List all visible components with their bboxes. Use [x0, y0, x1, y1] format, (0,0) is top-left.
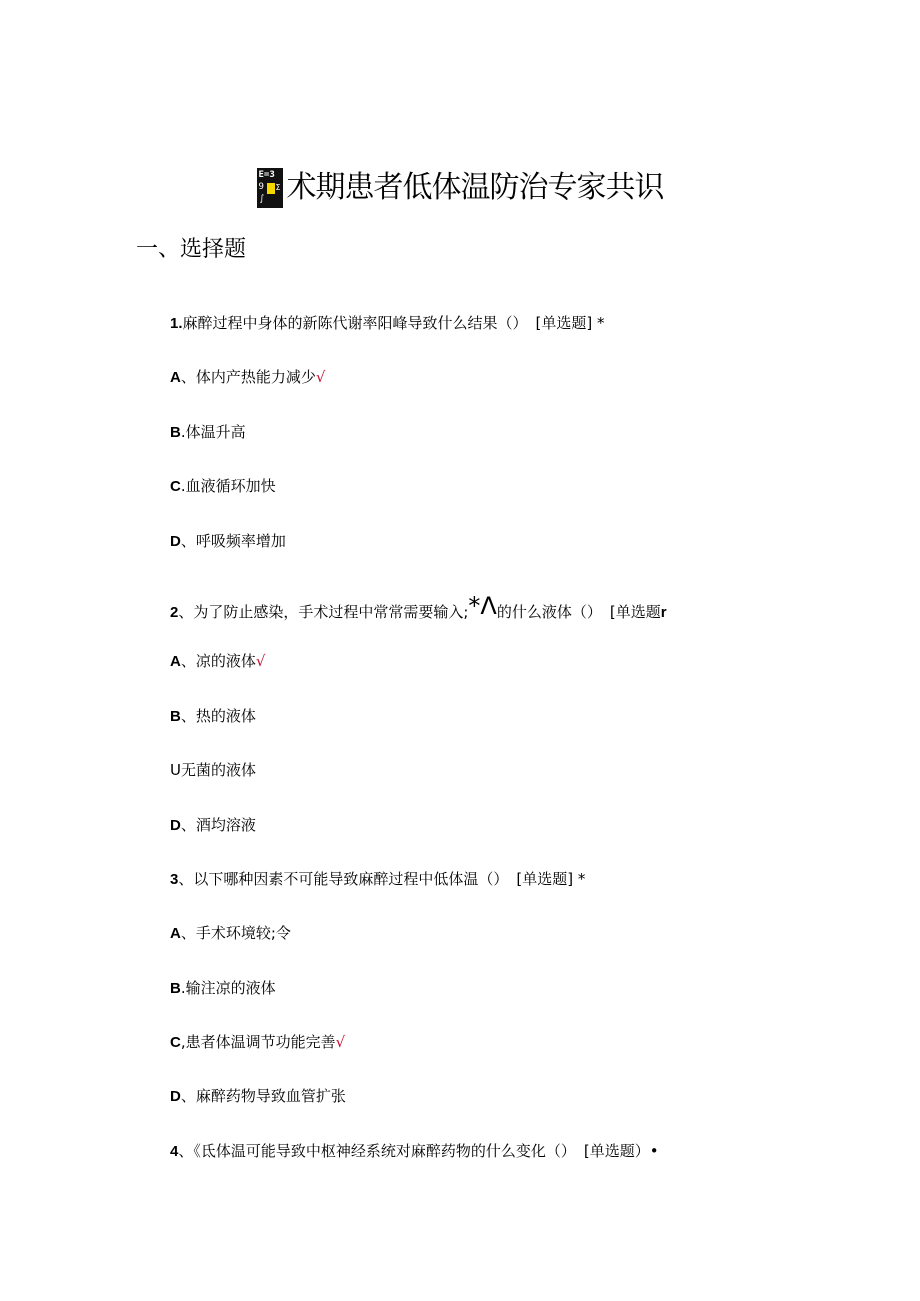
option-3b[interactable] — [170, 977, 276, 1000]
option-3a[interactable] — [170, 922, 291, 945]
option-label: C — [170, 478, 181, 495]
section-heading: 一、选择题 — [136, 237, 247, 262]
option-separator: 、 — [180, 368, 196, 386]
option-separator: 、 — [180, 816, 196, 834]
option-label: C — [170, 1034, 181, 1051]
option-2b[interactable] — [170, 705, 256, 728]
option-label: A — [170, 653, 181, 670]
question-type-tag: [单选题] — [516, 870, 574, 888]
option-text: 酒均溶液 — [195, 816, 256, 834]
question-text: 、以下哪种因素不可能导致麻醉过程中低体温（） — [178, 870, 509, 888]
logo-top-text: E=3 — [258, 170, 275, 180]
option-2a[interactable] — [170, 650, 265, 673]
option-label: D — [170, 817, 181, 834]
option-1d[interactable] — [170, 530, 286, 553]
option-text: 输注凉的液体 — [185, 979, 276, 997]
logo-sigma-text: Σ — [275, 183, 281, 192]
question-2 — [170, 592, 667, 624]
option-separator: . — [180, 423, 186, 441]
option-label: D — [170, 1088, 181, 1105]
option-1a[interactable] — [170, 366, 325, 389]
option-1b[interactable] — [170, 421, 246, 444]
logo-left-text: 9 — [258, 182, 264, 192]
option-separator: . — [180, 979, 186, 997]
logo-integral-text: ∫ — [259, 194, 265, 204]
page-title: 术期患者低体温防治专家共识 — [286, 170, 664, 205]
correct-check-icon: √ — [315, 368, 326, 386]
option-separator: . — [180, 477, 186, 495]
option-3c[interactable] — [170, 1031, 345, 1054]
question-type-tag: [单选题] — [535, 314, 593, 332]
option-1c[interactable] — [170, 475, 276, 498]
option-separator: 、 — [180, 1087, 196, 1105]
question-number: 3 — [170, 871, 179, 888]
option-separator: , — [180, 1033, 186, 1051]
question-text-before: 、为了防止感染，手术过程中常常需要输入; — [178, 603, 469, 621]
question-number: 1. — [170, 315, 183, 332]
logo-yellow-block — [267, 183, 275, 194]
option-2c[interactable] — [170, 759, 256, 781]
question-number: 4 — [170, 1143, 179, 1160]
question-type-tag: [单选题 — [609, 603, 661, 621]
option-text: 热的液体 — [195, 707, 256, 725]
formula-logo-icon — [257, 168, 283, 208]
correct-check-icon: √ — [335, 1033, 346, 1051]
option-separator: 、 — [180, 707, 196, 725]
option-label: D — [170, 533, 181, 550]
option-label: U — [170, 761, 181, 779]
correct-check-icon: √ — [255, 652, 266, 670]
stray-mark: *Λ — [468, 592, 497, 620]
option-separator: 、 — [180, 652, 196, 670]
required-marker: * — [573, 870, 586, 888]
required-marker: • — [649, 1142, 659, 1160]
option-label: A — [170, 925, 181, 942]
question-number: 2 — [170, 604, 179, 621]
option-separator: 、 — [180, 532, 196, 550]
required-marker: * — [592, 314, 605, 332]
option-text: 凉的液体 — [195, 652, 256, 670]
option-separator: 、 — [180, 924, 196, 942]
option-text: 体温升高 — [185, 423, 246, 441]
option-text: 血液循环加快 — [185, 477, 276, 495]
question-1 — [170, 312, 605, 335]
question-3 — [170, 868, 585, 891]
option-3d[interactable] — [170, 1085, 346, 1108]
option-text: 体内产热能力减少 — [195, 368, 316, 386]
option-label: B — [170, 424, 181, 441]
title-row — [0, 164, 920, 212]
question-text: 、《氐体温可能导致中枢神经系统对麻醉药物的什么变化（） — [178, 1142, 576, 1160]
required-marker: r — [660, 604, 667, 621]
option-label: B — [170, 708, 181, 725]
option-label: B — [170, 980, 181, 997]
option-label: A — [170, 369, 181, 386]
option-2d[interactable] — [170, 814, 256, 837]
option-text: 患者体温调节功能完善 — [185, 1033, 336, 1051]
option-text: 手术环境较;令 — [195, 924, 291, 942]
question-text: 麻醉过程中身体的新陈代谢率阳峰导致什么结果（） — [182, 314, 528, 332]
question-text-after: 的什么液体（） — [496, 603, 602, 621]
option-text: 无菌的液体 — [180, 761, 256, 779]
question-4 — [170, 1140, 659, 1163]
option-text: 麻醉药物导致血管扩张 — [195, 1087, 346, 1105]
question-type-tag: [单选题） — [583, 1142, 650, 1160]
option-text: 呼吸频率增加 — [195, 532, 286, 550]
